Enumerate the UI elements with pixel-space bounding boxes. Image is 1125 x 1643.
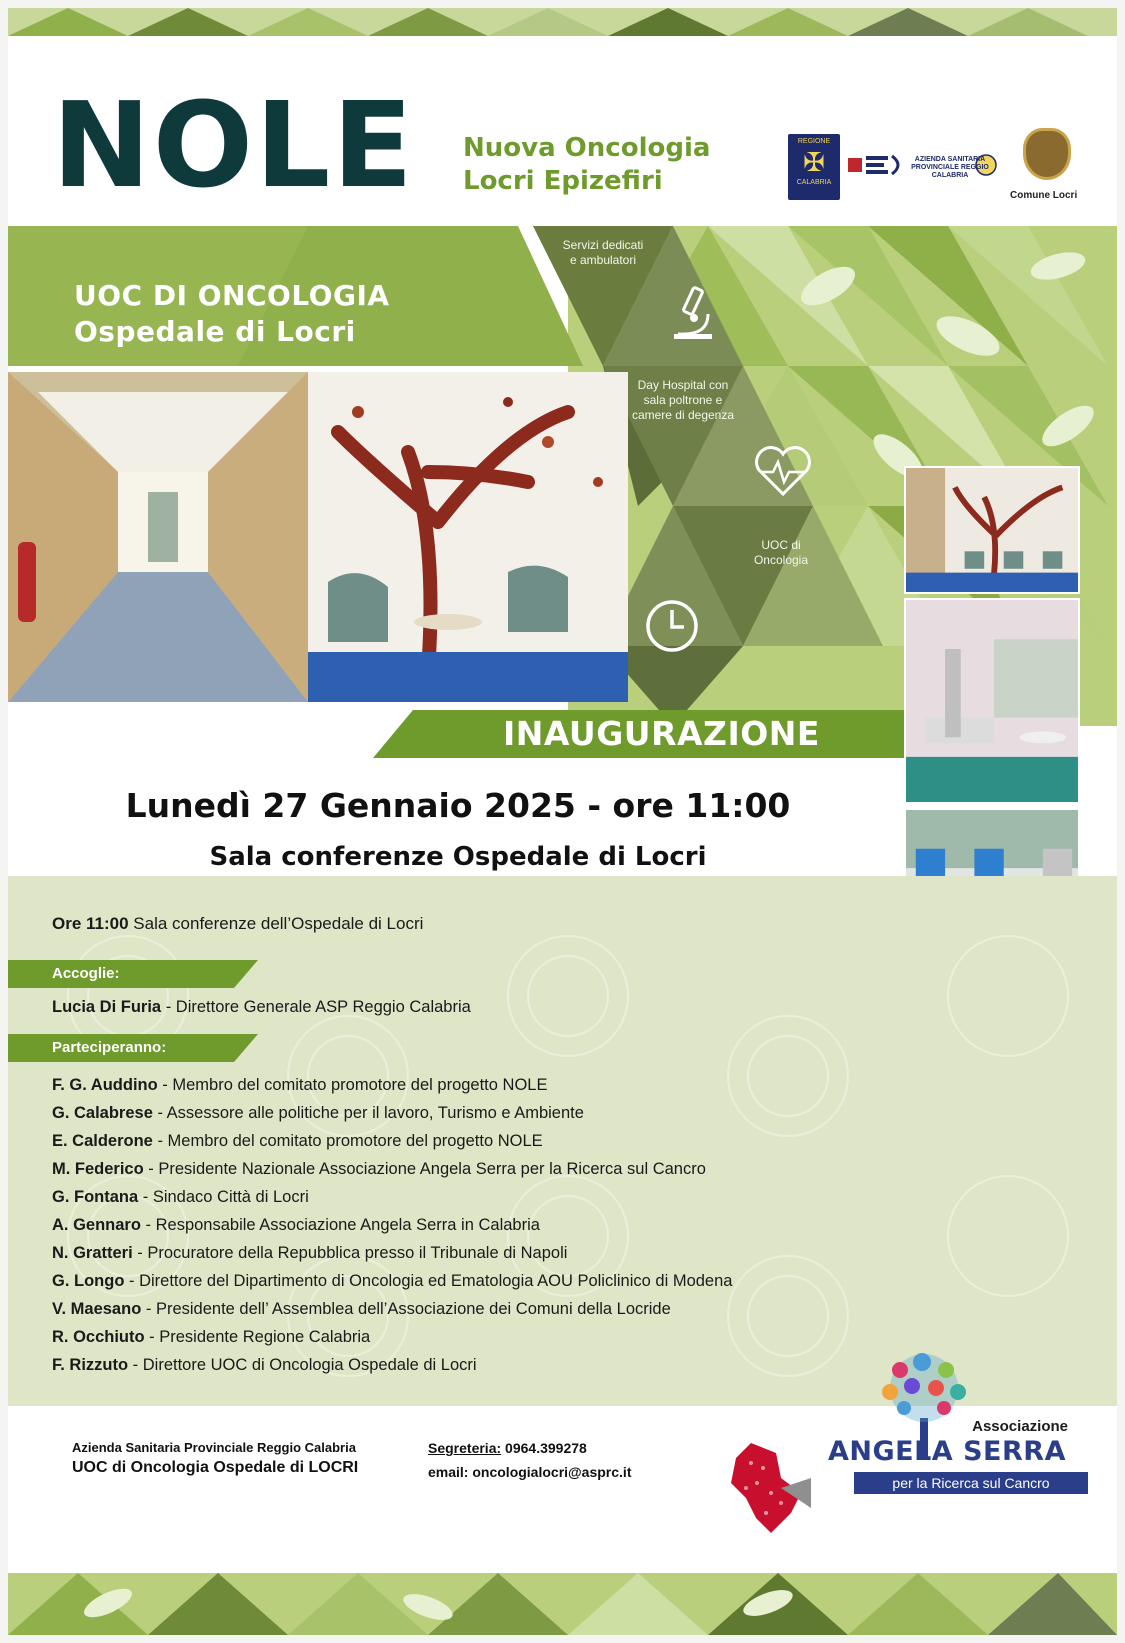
participant-item: N. Gratteri - Procuratore della Repubblica presso il Tribunale di Napoli	[52, 1244, 568, 1262]
participant-item: G. Longo - Direttore del Dipartimento di Oncologia ed Ematologia AOU Policlinico di Modena	[52, 1272, 733, 1290]
email-link[interactable]: oncologialocri@asprc.it	[468, 1464, 632, 1480]
participant-item: G. Calabrese - Assessore alle politiche per il lavoro, Turismo e Ambiente	[52, 1104, 584, 1122]
institutional-logos	[788, 128, 1098, 208]
email-line[interactable]: email: oncologialocri@asprc.it	[428, 1464, 632, 1480]
asp-logo-text: AZIENDA SANITARIA PROVINCIALE REGGIO CALABRIA	[911, 156, 989, 179]
calabria-map-icon	[721, 1438, 811, 1538]
footer-org-line-1: Azienda Sanitaria Provinciale Reggio Calabria	[72, 1440, 356, 1455]
event-poster	[8, 8, 1117, 1635]
participants-tag	[8, 1034, 258, 1062]
regione-calabria-logo: REGIONE ✠ CALABRIA	[788, 134, 840, 200]
welcome-tag	[8, 960, 258, 988]
subtitle-line-1: Nuova Oncologia	[463, 133, 711, 163]
welcome-tag-label: Accoglie:	[52, 965, 120, 982]
clock-icon	[644, 598, 700, 654]
participant-item: V. Maesano - Presidente dell’ Assemblea dell’Associazione dei Comuni della Locride	[52, 1300, 671, 1318]
participant-item: R. Occhiuto - Presidente Regione Calabria	[52, 1328, 371, 1346]
uoc-title-line-2: Ospedale di Locri	[74, 315, 356, 348]
comune-locri-label: Comune Locri	[1010, 190, 1078, 201]
region-cross-icon: ✠	[803, 147, 825, 177]
side-photo-waiting-room	[904, 466, 1080, 594]
triangle-label-services: Servizi dedicati e ambulatori	[562, 238, 644, 267]
participant-item: E. Calderone - Membro del comitato promotore del progetto NOLE	[52, 1132, 543, 1150]
assoc-line-1: Associazione	[972, 1418, 1068, 1435]
side-photo-patient-room	[904, 598, 1080, 804]
microscope-icon	[668, 284, 718, 344]
uoc-title	[74, 278, 390, 350]
participant-item: G. Fontana - Sindaco Città di Locri	[52, 1188, 309, 1206]
triangle-label-uoc: UOC di Oncologia	[753, 538, 809, 567]
participant-item: M. Federico - Presidente Nazionale Associazione Angela Serra per la Ricerca sul Cancro	[52, 1160, 706, 1178]
heart-pulse-icon	[753, 444, 813, 498]
comune-locri-crest-icon	[1023, 128, 1071, 180]
bottom-decorative-band	[8, 1573, 1117, 1635]
participant-item: F. G. Auddino - Membro del comitato promotore del progetto NOLE	[52, 1076, 548, 1094]
welcome-person: Lucia Di Furia - Direttore Generale ASP Reggio Calabria	[52, 998, 471, 1016]
hospital-corridor-photo	[8, 372, 628, 702]
secretariat-line: Segreteria: 0964.399278	[428, 1440, 587, 1456]
uoc-title-line-1: UOC DI ONCOLOGIA	[74, 279, 390, 312]
inauguration-banner	[373, 710, 909, 758]
assoc-line-3: per la Ricerca sul Cancro	[854, 1472, 1088, 1494]
nole-logo-title: NOLE	[52, 76, 415, 214]
footer-contacts	[428, 1436, 632, 1484]
participant-item: A. Gennaro - Responsabile Associazione Angela Serra in Calabria	[52, 1216, 540, 1234]
programme-section	[8, 876, 1117, 1406]
participant-item: F. Rizzuto - Direttore UOC di Oncologia Ospedale di Locri	[52, 1356, 477, 1374]
footer-organisation	[72, 1440, 358, 1477]
nole-subtitle	[463, 132, 710, 198]
event-place: Sala conferenze Ospedale di Locri	[209, 842, 707, 872]
subtitle-line-2: Locri Epizefiri	[463, 166, 663, 196]
assoc-line-2: ANGELA SERRA	[828, 1436, 1066, 1467]
footer-org-line-2: UOC di Oncologia Ospedale di LOCRI	[72, 1459, 359, 1476]
triangle-label-day-hospital: Day Hospital con sala poltrone e camere di degenza	[631, 378, 735, 422]
programme-time: Ore 11:00 Sala conferenze dell’Ospedale di Locri	[52, 914, 424, 933]
inauguration-label: INAUGURAZIONE	[503, 714, 820, 753]
top-decorative-band	[8, 8, 1117, 36]
event-date: Lunedì 27 Gennaio 2025 - ore 11:00	[125, 786, 791, 825]
participants-tag-label: Parteciperanno:	[52, 1039, 167, 1056]
